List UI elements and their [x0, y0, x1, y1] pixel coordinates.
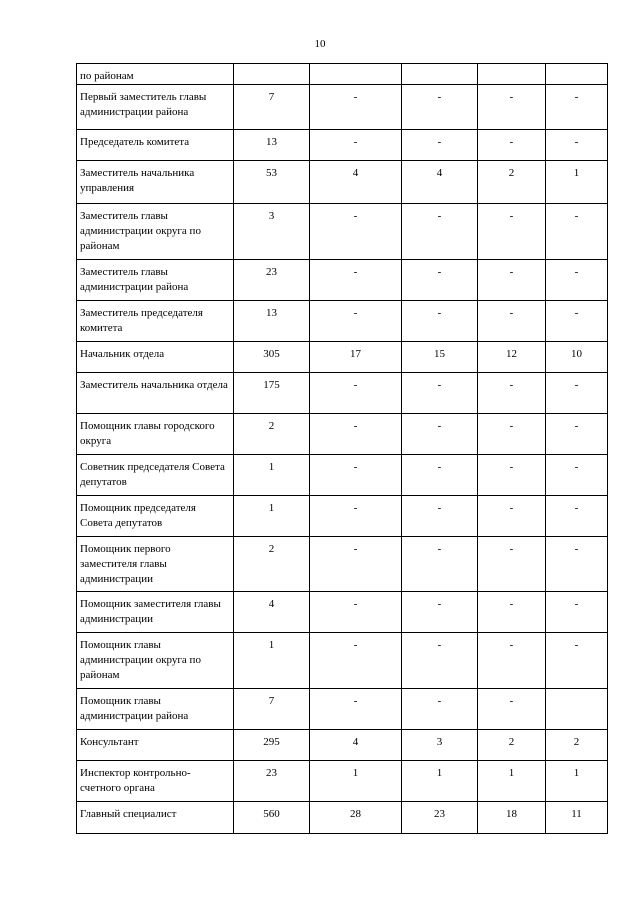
value-cell: 11	[546, 802, 608, 834]
value-cell: 2	[234, 537, 310, 592]
value-cell: -	[310, 373, 402, 414]
value-cell: -	[478, 633, 546, 689]
value-cell: 53	[234, 161, 310, 204]
value-cell: 1	[310, 761, 402, 802]
table-row	[77, 161, 608, 204]
value-cell	[234, 64, 310, 85]
value-cell: -	[402, 414, 478, 455]
value-cell: -	[402, 373, 478, 414]
value-cell: 4	[234, 592, 310, 633]
table-row	[77, 414, 608, 455]
value-cell: 4	[310, 730, 402, 761]
value-cell: 23	[234, 260, 310, 301]
value-cell: -	[478, 689, 546, 730]
table-row	[77, 85, 608, 130]
value-cell: -	[402, 592, 478, 633]
value-cell: -	[546, 496, 608, 537]
position-name-cell: Помощник первого заместителя главы администрации	[77, 537, 234, 592]
table-row	[77, 64, 608, 85]
value-cell: -	[310, 301, 402, 342]
value-cell: 1	[234, 496, 310, 537]
position-name-cell: Консультант	[77, 730, 234, 761]
value-cell: -	[402, 260, 478, 301]
value-cell: -	[402, 496, 478, 537]
position-name-cell: по районам	[77, 64, 234, 85]
position-name-cell: Первый заместитель главы администрации района	[77, 85, 234, 130]
value-cell: -	[402, 455, 478, 496]
value-cell: -	[402, 537, 478, 592]
value-cell: -	[546, 301, 608, 342]
value-cell: 13	[234, 301, 310, 342]
value-cell: -	[478, 85, 546, 130]
value-cell: -	[402, 130, 478, 161]
value-cell: -	[478, 537, 546, 592]
position-name-cell: Помощник заместителя главы администрации	[77, 592, 234, 633]
position-name-cell: Главный специалист	[77, 802, 234, 834]
value-cell: -	[310, 537, 402, 592]
value-cell: 3	[234, 204, 310, 260]
value-cell	[310, 64, 402, 85]
value-cell: -	[478, 260, 546, 301]
value-cell: 1	[546, 761, 608, 802]
table-row	[77, 730, 608, 761]
value-cell: 4	[310, 161, 402, 204]
position-name-cell: Начальник отдела	[77, 342, 234, 373]
value-cell: -	[310, 455, 402, 496]
position-name-cell: Заместитель главы администрации округа по районам	[77, 204, 234, 260]
value-cell: -	[478, 414, 546, 455]
value-cell: -	[310, 204, 402, 260]
value-cell: 12	[478, 342, 546, 373]
value-cell: -	[402, 204, 478, 260]
value-cell: 2	[234, 414, 310, 455]
position-name-cell: Заместитель начальника отдела	[77, 373, 234, 414]
value-cell: 2	[546, 730, 608, 761]
table-row	[77, 802, 608, 834]
table-row	[77, 373, 608, 414]
position-name-cell: Председатель комитета	[77, 130, 234, 161]
value-cell: -	[546, 373, 608, 414]
value-cell: -	[310, 130, 402, 161]
table-row	[77, 301, 608, 342]
value-cell: -	[310, 633, 402, 689]
value-cell: 7	[234, 85, 310, 130]
table-row	[77, 204, 608, 260]
position-name-cell: Заместитель начальника управления	[77, 161, 234, 204]
staff-table-body	[77, 64, 608, 834]
value-cell: 175	[234, 373, 310, 414]
position-name-cell: Заместитель главы администрации района	[77, 260, 234, 301]
value-cell: 295	[234, 730, 310, 761]
value-cell: 10	[546, 342, 608, 373]
value-cell: 1	[478, 761, 546, 802]
table-row	[77, 633, 608, 689]
value-cell: -	[478, 204, 546, 260]
value-cell: -	[310, 260, 402, 301]
value-cell: 28	[310, 802, 402, 834]
value-cell: -	[402, 85, 478, 130]
value-cell: 17	[310, 342, 402, 373]
value-cell: 7	[234, 689, 310, 730]
value-cell: -	[478, 455, 546, 496]
value-cell: -	[402, 301, 478, 342]
position-name-cell: Помощник главы городского округа	[77, 414, 234, 455]
value-cell: -	[546, 455, 608, 496]
value-cell	[546, 689, 608, 730]
value-cell	[402, 64, 478, 85]
value-cell: 305	[234, 342, 310, 373]
value-cell: 3	[402, 730, 478, 761]
value-cell	[546, 64, 608, 85]
staff-table	[76, 63, 608, 834]
value-cell: 4	[402, 161, 478, 204]
table-row	[77, 342, 608, 373]
table-row	[77, 761, 608, 802]
position-name-cell: Помощник главы администрации района	[77, 689, 234, 730]
table-row	[77, 130, 608, 161]
table-row	[77, 496, 608, 537]
value-cell: 1	[234, 633, 310, 689]
position-name-cell: Инспектор контрольно-счетного органа	[77, 761, 234, 802]
value-cell: -	[546, 204, 608, 260]
value-cell: -	[546, 537, 608, 592]
position-name-cell: Помощник председателя Совета депутатов	[77, 496, 234, 537]
page-number: 10	[314, 38, 326, 50]
value-cell: -	[310, 414, 402, 455]
table-row	[77, 260, 608, 301]
value-cell: -	[546, 130, 608, 161]
value-cell: 15	[402, 342, 478, 373]
value-cell: -	[402, 633, 478, 689]
value-cell: -	[478, 496, 546, 537]
value-cell: -	[478, 130, 546, 161]
value-cell: 18	[478, 802, 546, 834]
value-cell: -	[546, 85, 608, 130]
value-cell: 560	[234, 802, 310, 834]
value-cell: -	[478, 301, 546, 342]
value-cell: 2	[478, 730, 546, 761]
value-cell: -	[478, 592, 546, 633]
value-cell: 13	[234, 130, 310, 161]
value-cell	[478, 64, 546, 85]
table-row	[77, 592, 608, 633]
value-cell: 2	[478, 161, 546, 204]
table-row	[77, 455, 608, 496]
value-cell: -	[546, 633, 608, 689]
value-cell: 1	[402, 761, 478, 802]
value-cell: -	[546, 414, 608, 455]
value-cell: -	[310, 85, 402, 130]
value-cell: -	[310, 689, 402, 730]
position-name-cell: Советник председателя Совета депутатов	[77, 455, 234, 496]
value-cell: 1	[546, 161, 608, 204]
value-cell: -	[310, 592, 402, 633]
position-name-cell: Помощник главы администрации округа по районам	[77, 633, 234, 689]
value-cell: -	[310, 496, 402, 537]
value-cell: -	[402, 689, 478, 730]
value-cell: -	[478, 373, 546, 414]
table-row	[77, 537, 608, 592]
position-name-cell: Заместитель председателя комитета	[77, 301, 234, 342]
value-cell: -	[546, 592, 608, 633]
value-cell: 23	[234, 761, 310, 802]
value-cell: 1	[234, 455, 310, 496]
value-cell: 23	[402, 802, 478, 834]
table-row	[77, 689, 608, 730]
value-cell: -	[546, 260, 608, 301]
